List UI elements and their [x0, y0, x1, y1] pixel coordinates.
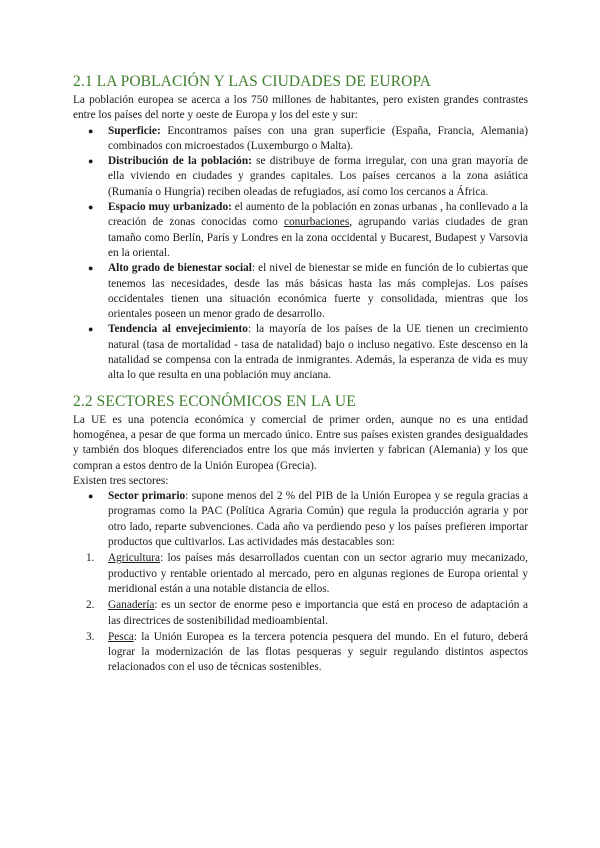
bullet-icon: ● [88, 491, 94, 502]
section-1-list [73, 124, 528, 384]
list-item: ● Distribución de la población: se distribuye de forma irregular, con una gran mayoría de ella viviendo en ciudades y grandes capitales. Los países cercanos a la zona asiática (Rumanía o Hungría) reciben oleadas de refugiados, así como los cercanos a África. [88, 155, 528, 198]
list-item: ● Sector primario: supone menos del 2 % del PIB de la Unión Europea y se regula gracias a programas como la PAC (Política Agraria Común) que regula la producción agraria y por otro lado, reparte subvenciones. Cada año va perdiendo peso y los países prefieren importar productos que cultivarlos. Las actividades más destacables son: [88, 490, 528, 549]
term-distribucion: Distribución de la población: [108, 155, 252, 168]
section-2-intro: La UE es una potencia económica y comercial de primer orden, aunque no es una entidad homogénea, a pesar de que forma un mercado único. Entre sus países existen grandes desigualdades y también dos bloques diferenciados entre los que más invierten y fabrican (Alemania) y los que compran a estos dentro de la Unión Europea (Grecia). [73, 413, 528, 472]
section-1-heading: 2.1 LA POBLACIÓN Y LAS CIUDADES DE EUROPA [73, 73, 432, 90]
list-item: 2. Ganadería: es un sector de enorme peso e importancia que está en proceso de adaptación a las directrices de sostenibilidad medioambiental. [86, 599, 528, 627]
section-1-intro: La población europea se acerca a los 750 millones de habitantes, pero existen grandes contrastes entre los países del norte y oeste de Europa y los del este y sur: [73, 94, 528, 122]
section-2-heading: 2.2 SECTORES ECONÓMICOS EN LA UE [73, 392, 356, 410]
page-content [73, 72, 528, 676]
term-superficie: Superficie: [108, 124, 161, 137]
list-item: ● Superficie: Encontramos países con una gran superficie (España, Francia, Alemania) combinados con microestados (Luxemburgo o Malta). [88, 124, 528, 152]
list-item: 3. Pesca: la Unión Europea es la tercera potencia pesquera del mundo. En el futuro, deberá lograr la modernización de las flotas pesqueras y seguir regulando distintos aspectos relacionados con el uso de técnicas sostenibles. [86, 630, 528, 674]
bullet-icon: ● [88, 156, 94, 167]
term-pesca: Pesca [108, 630, 134, 643]
term-agricultura: Agricultura [108, 552, 161, 565]
list-item: ● Alto grado de bienestar social: el nivel de bienestar se mide en función de lo cubiertas que tenemos las necesidades, desde las más básicas hasta las más complejas. Los países occidentales tienen una situación económica fuerte y consolidada, mientras que los orientales poseen un menor grado de desarrollo. [88, 262, 528, 321]
term-bienestar: Alto grado de bienestar social [108, 262, 252, 275]
term-espacio-urbanizado: Espacio muy urbanizado: [108, 201, 232, 214]
list-item: ● Tendencia al envejecimiento: la mayoría de los países de la UE tienen un crecimiento natural (tasa de mortalidad - tasa de natalidad) bajo o incluso negativo. Este descenso en la natalidad se compensa con la entrada de inmigrantes. Además, la esperanza de vida es muy alta lo que resulta en una población muy anciana. [88, 323, 528, 382]
list-item: 1. Agricultura: los países más desarrollados cuentan con un sector agrario muy mecanizado, productivo y rentable orientado al mercado, pero en algunas regiones de Europa oriental y meridional están a una notable distancia de ellos. [86, 552, 528, 595]
item-number: 3. [86, 630, 95, 643]
bullet-icon: ● [88, 202, 94, 213]
term-ganaderia: Ganadería [108, 599, 155, 612]
term-sector-primario: Sector primario [108, 490, 186, 503]
section-2-list [73, 489, 528, 550]
sectors-intro: Existen tres sectores: [73, 474, 169, 487]
underlined-term: conurbaciones [283, 216, 350, 229]
list-item: ● Espacio muy urbanizado: el aumento de la población en zonas urbanas , ha conllevado a la creación de zonas conocidas como conurbaciones, agrupando varias ciudades de gran tamaño como Berlín, París y Londres en la zona occidental y Bucarest, Budapest y Varsovia en la oriental. [88, 201, 529, 259]
bullet-icon: ● [88, 324, 94, 335]
item-number: 2. [86, 599, 95, 612]
term-envejecimiento: Tendencia al envejecimiento [108, 323, 248, 336]
activities-list [73, 551, 528, 675]
item-number: 1. [86, 552, 95, 565]
bullet-icon: ● [88, 125, 94, 136]
bullet-icon: ● [88, 263, 94, 274]
